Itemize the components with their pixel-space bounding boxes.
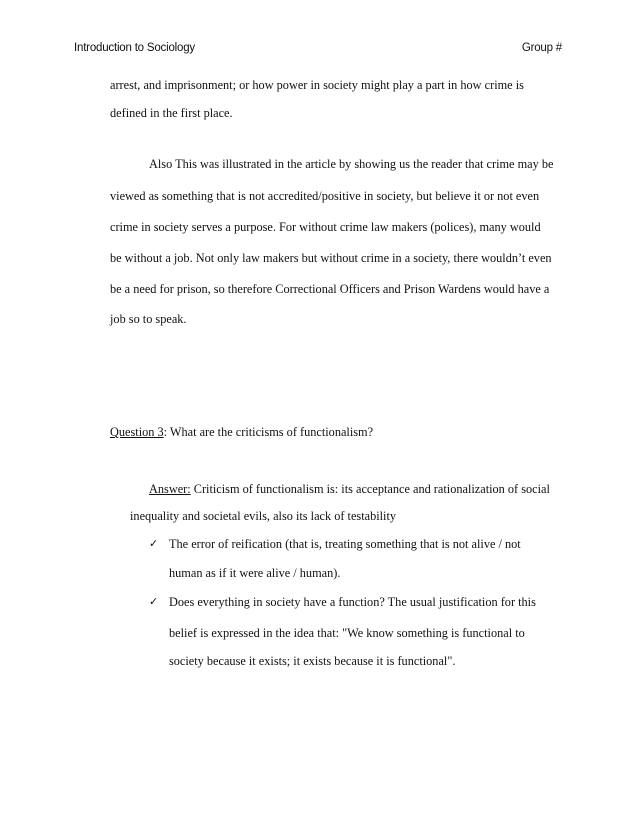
paragraph-line: be without a job. Not only law makers but without crime in a society, there wouldn’t even [110,251,552,265]
answer-text: Criticism of functionalism is: its acceptance and rationalization of social [190,482,550,496]
paragraph-line: Also This was illustrated in the article by showing us the reader that crime may be [149,157,554,171]
paragraph-line: arrest, and imprisonment; or how power in society might play a part in how crime is [110,78,524,92]
answer-label: Answer: [149,482,191,496]
paragraph-line: job so to speak. [110,312,187,326]
answer-line: inequality and societal evils, also its lack of testability [130,509,397,523]
paragraph-line: viewed as something that is not accredited/positive in society, but believe it or not even [110,189,540,203]
answer-line [149,481,550,497]
paragraph-line: be a need for prison, so therefore Correctional Officers and Prison Wardens would have a [110,282,550,296]
question-label: Question 3 [110,425,164,439]
bullet-line: Does everything in society have a function? The usual justification for this [169,595,536,609]
question-heading [110,424,373,440]
page-header [74,42,562,58]
header-course-title: Introduction to Sociology [74,42,195,54]
checkmark-icon: ✓ [149,595,159,608]
paragraph-line: defined in the first place. [110,106,233,120]
header-group-number: Group # [521,42,562,54]
question-text: : What are the criticisms of functionalism? [163,425,374,439]
checkmark-icon: ✓ [149,537,159,550]
bullet-line: human as if it were alive / human). [169,566,341,580]
paragraph-line: crime in society serves a purpose. For without crime law makers (polices), many would [110,220,541,234]
bullet-line: The error of reification (that is, treating something that is not alive / not [169,537,521,551]
bullet-line: society because it exists; it exists because it is functional". [169,654,456,668]
bullet-line: belief is expressed in the idea that: "We know something is functional to [169,626,525,640]
